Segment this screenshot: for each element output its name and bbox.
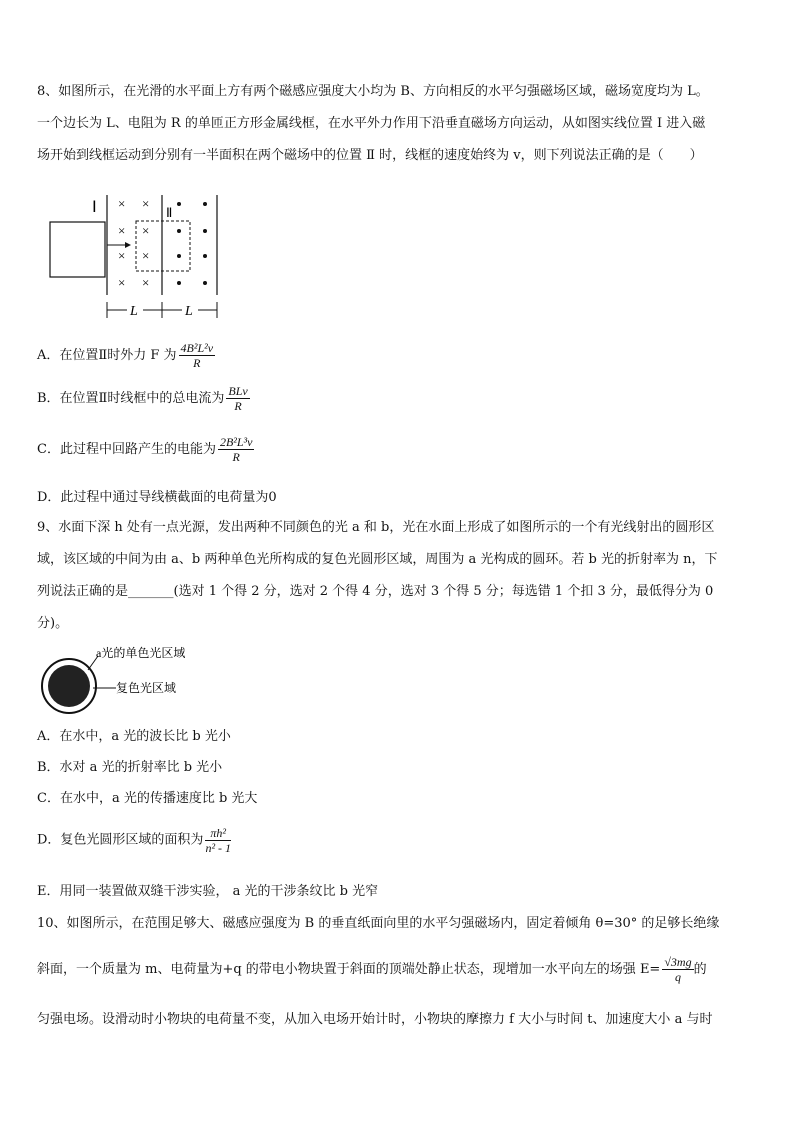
- svg-text:×: ×: [118, 275, 126, 290]
- q10-line-2: 斜面，一个质量为 m、电荷量为+q 的带电小物块置于斜面的顶端处静止状态，现增加一水平向左的场强 E= $\frac{√3mg}{q}$ 的: [37, 955, 707, 984]
- q9-option-d: D．复色光圆形区域的面积为 $\frac{\text{πh²}}{\text{n² - 1}}$: [37, 826, 232, 855]
- q9-option-b: B．水对 a 光的折射率比 b 光小: [37, 760, 223, 775]
- field-out-of-page-dots: [177, 202, 207, 285]
- svg-text:×: ×: [142, 275, 150, 290]
- q10-line-1: 10、如图所示，在范围足够大、磁感应强度为 B 的垂直纸面向里的水平匀强磁场内，固定着倾角 θ=30° 的足够长绝缘: [37, 916, 720, 931]
- q8-magnetic-field-figure: [45, 190, 235, 325]
- q9-line-2: 域，该区域的中间为由 a、b 两种单色光所构成的复色光圆形区域，周围为 a 光构成的圆环。若 b 光的折射率为 n，下: [37, 552, 718, 567]
- q9-line-3: 列说法正确的是_______(选对 1 个得 2 分，选对 2 个得 4 分，选对 3 个得 5 分；每选错 1 个扣 3 分，最低得分为 0: [37, 584, 714, 599]
- svg-text:×: ×: [142, 248, 150, 263]
- svg-text:×: ×: [118, 248, 126, 263]
- q8-line-2: 一个边长为 L、电阻为 R 的单匝正方形金属线框，在水平外力作用下沿垂直磁场方向运动，从如图实线位置 Ⅰ 进入磁: [37, 116, 706, 131]
- position-2-label: Ⅱ: [166, 205, 173, 220]
- q8-option-c: C．此过程中回路产生的电能为 $\frac{\text{2B²L³v}}{R}$: [37, 435, 253, 464]
- field-into-page-crosses: [118, 196, 149, 290]
- svg-text:×: ×: [142, 223, 150, 238]
- q10-line-3: 匀强电场。设滑动时小物块的电荷量不变，从加入电场开始计时，小物块的摩擦力 f 大小与时间 t、加速度大小 a 与时: [37, 1012, 713, 1027]
- q8-option-a: A．在位置Ⅱ时外力 F 为 $\frac{\text{4B²L²v}}{R}$: [37, 341, 214, 370]
- svg-text:×: ×: [118, 223, 126, 238]
- compound-light-disk: [48, 665, 90, 707]
- q8-line-3: 场开始到线框运动到分别有一半面积在两个磁场中的位置 Ⅱ 时，线框的速度始终为 v，则下列说法正确的是（ ）: [37, 148, 703, 163]
- q9-light-region-figure: [38, 640, 238, 715]
- q8-line-1: 8、如图所示，在光滑的水平面上方有两个磁感应强度大小均为 B、方向相反的水平匀强磁场区域，磁场宽度均为 L。: [37, 84, 709, 99]
- q8-option-d: D．此过程中通过导线横截面的电荷量为0: [37, 490, 277, 505]
- dimension-l-1: L: [130, 304, 138, 319]
- svg-text:×: ×: [118, 196, 126, 211]
- dimension-l-2: L: [185, 304, 193, 319]
- frame-position-1: [50, 222, 105, 277]
- q9-option-a: A．在水中，a 光的波长比 b 光小: [37, 729, 231, 744]
- q8-option-b: B．在位置Ⅱ时线框中的总电流为 $\frac{\text{BLv}}{R}$: [37, 384, 248, 413]
- velocity-arrow-icon: [125, 242, 131, 248]
- label-a-light-region: a光的单色光区域: [96, 646, 186, 660]
- q9-option-e: E．用同一装置做双缝干涉实验， a 光的干涉条纹比 b 光窄: [37, 884, 379, 899]
- q9-option-c: C．在水中，a 光的传播速度比 b 光大: [37, 791, 258, 806]
- q9-line-1: 9、水面下深 h 处有一点光源，发出两种不同颜色的光 a 和 b，光在水面上形成了如图所示的一个有光线射出的圆形区: [37, 520, 715, 535]
- position-1-label: Ⅰ: [92, 199, 97, 216]
- q9-line-4: 分)。: [37, 616, 69, 631]
- svg-text:×: ×: [142, 196, 150, 211]
- label-compound-region: 复色光区域: [116, 681, 177, 695]
